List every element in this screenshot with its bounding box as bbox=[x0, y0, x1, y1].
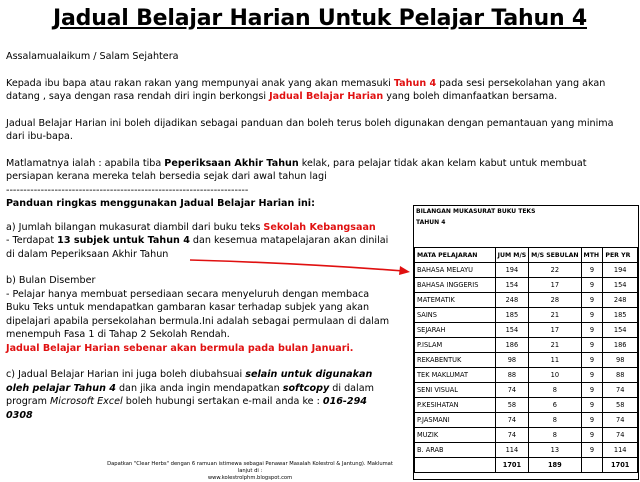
value-cell: 9 bbox=[581, 398, 603, 413]
column-header: MATA PELAJARAN bbox=[415, 248, 496, 263]
textbook-pages-table bbox=[414, 247, 638, 473]
item-c-text: c) Jadual Belajar Harian ini juga boleh diubahsuai bbox=[6, 369, 246, 380]
value-cell: 98 bbox=[603, 353, 638, 368]
item-c-bold-italic: selain untuk digunakan oleh pelajar Tahun 4 bbox=[6, 369, 373, 394]
table-row bbox=[415, 413, 638, 428]
goal-text: kelak, para pelajar tidak akan kelam kabut untuk membuat persiapan kerana mereka telah bersedia sejak dari awal tahun lagi bbox=[6, 157, 587, 182]
value-cell: 8 bbox=[529, 413, 581, 428]
value-cell: 8 bbox=[529, 383, 581, 398]
total-cell bbox=[581, 458, 603, 473]
table-row bbox=[415, 428, 638, 443]
table-row bbox=[415, 443, 638, 458]
total-cell: 189 bbox=[529, 458, 581, 473]
table-subheading: TAHUN 4 bbox=[416, 219, 446, 226]
guide-heading: Panduan ringkas menggunakan Jadual Belajar Harian ini: bbox=[6, 198, 315, 209]
item-b-text: - Pelajar hanya membuat persediaan secara menyeluruh dengan membaca Buku Teks untuk mendapatkan gambaran kasar terhadap subjek yang akan dipelajari apabila persekolahan bermula.Ini adalah sebagai permulaan di dalam menempuh Fasa 1 di Tahap 2 Sekolah Rendah. bbox=[6, 288, 390, 340]
table-row bbox=[415, 263, 638, 278]
intro-highlight-schedule: Jadual Belajar Harian bbox=[269, 91, 384, 102]
subject-cell: P.JASMANI bbox=[415, 413, 496, 428]
table-row bbox=[415, 338, 638, 353]
value-cell: 9 bbox=[581, 278, 603, 293]
value-cell: 9 bbox=[581, 368, 603, 383]
footer-link[interactable]: www.kolestrolphm.blogspot.com bbox=[207, 475, 293, 481]
subject-cell: B. ARAB bbox=[415, 443, 496, 458]
value-cell: 74 bbox=[495, 413, 529, 428]
value-cell: 98 bbox=[495, 353, 529, 368]
total-cell bbox=[415, 458, 496, 473]
greeting: Assalamualaikum / Salam Sejahtera bbox=[6, 51, 179, 62]
value-cell: 9 bbox=[581, 428, 603, 443]
table-row bbox=[415, 323, 638, 338]
footer-line-1: Dapatkan "Clear Herbs" dengan 6 ramuan istimewa sebagai Penawar Masalah Kolestrol & Jantung). Maklumat lanjut di : bbox=[107, 461, 393, 474]
value-cell: 9 bbox=[581, 383, 603, 398]
value-cell: 9 bbox=[581, 353, 603, 368]
item-a-bold: 13 subjek untuk Tahun 4 bbox=[57, 235, 190, 246]
value-cell: 154 bbox=[495, 323, 529, 338]
item-b-highlight: Jadual Belajar Harian sebenar akan bermula pada bulan Januari. bbox=[6, 342, 354, 354]
intro-text: yang boleh dimanfaatkan bersama. bbox=[383, 91, 558, 102]
value-cell: 17 bbox=[529, 323, 581, 338]
value-cell: 88 bbox=[495, 368, 529, 383]
item-c-softcopy: softcopy bbox=[282, 382, 330, 394]
value-cell: 6 bbox=[529, 398, 581, 413]
table-row bbox=[415, 308, 638, 323]
column-header: M/S SEBULAN bbox=[529, 248, 581, 263]
subject-cell: TEK MAKLUMAT bbox=[415, 368, 496, 383]
item-c bbox=[6, 368, 391, 422]
item-c-text: boleh hubungi sertakan e-mail anda ke : bbox=[122, 396, 323, 407]
table-row bbox=[415, 383, 638, 398]
value-cell: 74 bbox=[603, 383, 638, 398]
subject-cell: MUZIK bbox=[415, 428, 496, 443]
subject-cell: MATEMATIK bbox=[415, 293, 496, 308]
intro-text: Kepada ibu bapa atau rakan rakan yang mempunyai anak yang akan memasuki bbox=[6, 77, 394, 89]
total-cell: 1701 bbox=[603, 458, 638, 473]
footer bbox=[100, 461, 400, 482]
subject-cell: BAHASA INGGERIS bbox=[415, 278, 496, 293]
value-cell: 9 bbox=[581, 338, 603, 353]
subject-cell: SEJARAH bbox=[415, 323, 496, 338]
table-row bbox=[415, 398, 638, 413]
value-cell: 194 bbox=[603, 263, 638, 278]
value-cell: 58 bbox=[603, 398, 638, 413]
value-cell: 186 bbox=[603, 338, 638, 353]
textbook-pages-table-panel bbox=[413, 205, 639, 480]
goal-highlight-exam: Peperiksaan Akhir Tahun bbox=[164, 157, 299, 169]
column-header: PER YR bbox=[603, 248, 638, 263]
value-cell: 154 bbox=[603, 323, 638, 338]
item-b bbox=[6, 288, 391, 356]
subject-cell: BAHASA MELAYU bbox=[415, 263, 496, 278]
value-cell: 74 bbox=[603, 428, 638, 443]
value-cell: 28 bbox=[529, 293, 581, 308]
column-header: JUM M/S bbox=[495, 248, 529, 263]
value-cell: 185 bbox=[495, 308, 529, 323]
subject-cell: REKABENTUK bbox=[415, 353, 496, 368]
value-cell: 74 bbox=[495, 383, 529, 398]
subject-cell: SENI VISUAL bbox=[415, 383, 496, 398]
value-cell: 11 bbox=[529, 353, 581, 368]
item-c-text: di dalam program bbox=[6, 382, 374, 407]
value-cell: 74 bbox=[603, 413, 638, 428]
table-row bbox=[415, 293, 638, 308]
goal-text: Matlamatnya ialah : apabila tiba bbox=[6, 157, 165, 169]
item-a-text: - Terdapat bbox=[6, 235, 58, 246]
red-arrow-icon bbox=[188, 257, 418, 277]
item-c-text: dan jika anda ingin mendapatkan bbox=[115, 382, 283, 394]
total-cell: 1701 bbox=[495, 458, 529, 473]
page-title: Jadual Belajar Harian Untuk Pelajar Tahun 4 bbox=[53, 6, 587, 31]
table-row bbox=[415, 353, 638, 368]
divider-line: ---------------------------------------------------------------------- bbox=[6, 184, 249, 196]
goal-paragraph bbox=[6, 157, 631, 184]
item-a-text: dan kesemua matapelajaran akan dinilai di dalam Peperiksaan Akhir Tahun bbox=[6, 235, 389, 260]
table-row bbox=[415, 278, 638, 293]
value-cell: 9 bbox=[581, 443, 603, 458]
item-a bbox=[6, 221, 391, 262]
item-b-heading: b) Bulan Disember bbox=[6, 275, 96, 286]
usage-paragraph: Jadual Belajar Harian ini boleh dijadikan sebagai panduan dan boleh terus boleh digunakan dengan pemantauan yang minima dari ibu-bapa. bbox=[6, 117, 614, 142]
value-cell: 186 bbox=[495, 338, 529, 353]
value-cell: 21 bbox=[529, 308, 581, 323]
value-cell: 22 bbox=[529, 263, 581, 278]
intro-highlight-year: Tahun 4 bbox=[393, 77, 437, 89]
table-row bbox=[415, 368, 638, 383]
table-heading: BILANGAN MUKASURAT BUKU TEKS bbox=[416, 208, 536, 215]
value-cell: 9 bbox=[581, 308, 603, 323]
value-cell: 9 bbox=[581, 323, 603, 338]
column-header: MTH bbox=[581, 248, 603, 263]
value-cell: 154 bbox=[495, 278, 529, 293]
value-cell: 185 bbox=[603, 308, 638, 323]
table-total-row bbox=[415, 458, 638, 473]
value-cell: 13 bbox=[529, 443, 581, 458]
item-c-phone: 016-294 0308 bbox=[6, 396, 367, 421]
item-c-excel: Microsoft Excel bbox=[50, 396, 123, 407]
value-cell: 58 bbox=[495, 398, 529, 413]
subject-cell: SAINS bbox=[415, 308, 496, 323]
value-cell: 194 bbox=[495, 263, 529, 278]
value-cell: 248 bbox=[603, 293, 638, 308]
value-cell: 114 bbox=[495, 443, 529, 458]
subject-cell: P.KESIHATAN bbox=[415, 398, 496, 413]
intro-text: pada sesi persekolahan yang akan datang , saya dengan rasa rendah diri ingin berkongsi bbox=[6, 77, 606, 102]
value-cell: 9 bbox=[581, 263, 603, 278]
subject-cell: P.ISLAM bbox=[415, 338, 496, 353]
intro-paragraph bbox=[6, 77, 631, 104]
value-cell: 17 bbox=[529, 278, 581, 293]
value-cell: 88 bbox=[603, 368, 638, 383]
value-cell: 154 bbox=[603, 278, 638, 293]
value-cell: 114 bbox=[603, 443, 638, 458]
value-cell: 21 bbox=[529, 338, 581, 353]
value-cell: 10 bbox=[529, 368, 581, 383]
value-cell: 9 bbox=[581, 413, 603, 428]
value-cell: 248 bbox=[495, 293, 529, 308]
item-a-highlight: Sekolah Kebangsaan bbox=[263, 221, 376, 233]
value-cell: 74 bbox=[495, 428, 529, 443]
value-cell: 9 bbox=[581, 293, 603, 308]
value-cell: 8 bbox=[529, 428, 581, 443]
item-a-text: a) Jumlah bilangan mukasurat diambil dari buku teks bbox=[6, 221, 264, 233]
table-header-row bbox=[415, 248, 638, 263]
